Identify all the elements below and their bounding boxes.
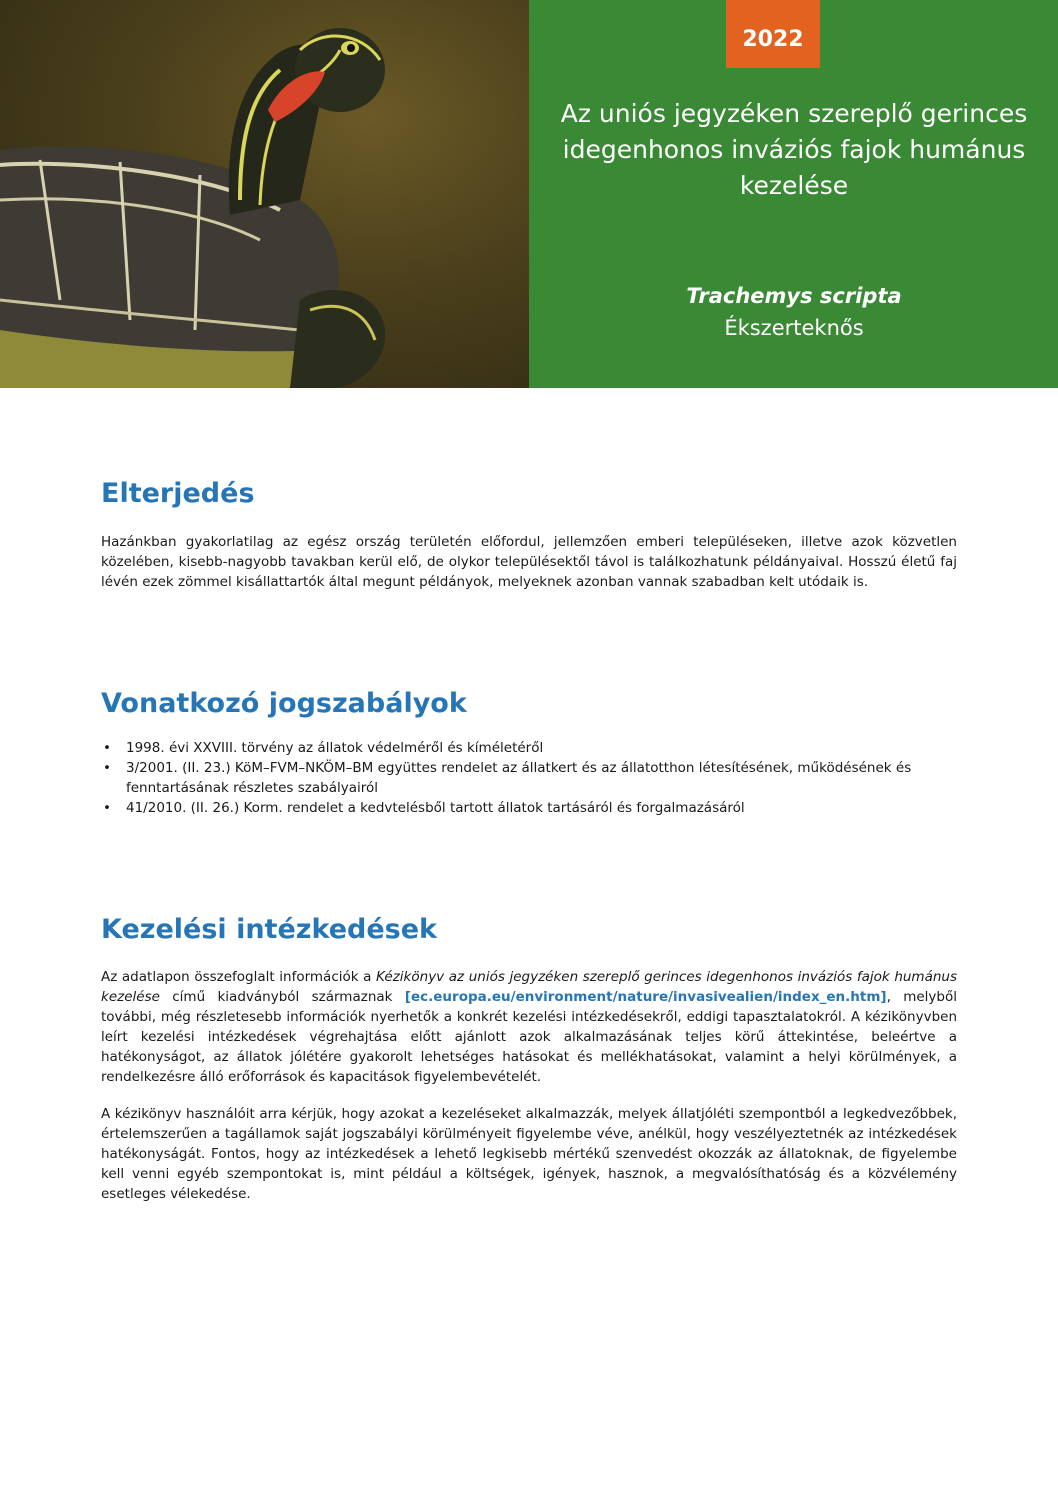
measures-text: című kiadványból származnak (159, 989, 405, 1005)
scientific-name: Trachemys scripta (686, 284, 902, 308)
header-banner (0, 0, 1058, 388)
measures-paragraph-1 (101, 967, 957, 1087)
year-badge: 2022 (726, 0, 820, 68)
handbook-link[interactable]: [ec.europa.eu/environment/nature/invasivealien/index_en.htm] (404, 989, 887, 1005)
law-item: • 1998. évi XXVIII. törvény az állatok védelméről és kíméletéről (101, 738, 957, 758)
heading-distribution: Elterjedés (101, 478, 255, 509)
page-title: Az uniós jegyzéken szereplő gerinces idegenhonos inváziós fajok humánus kezelése (560, 99, 1028, 200)
turtle-illustration-icon (0, 0, 529, 388)
handbook-title: Kézikönyv az uniós jegyzéken szereplő gerinces idegenhonos inváziós fajok humánus kezelése (101, 969, 957, 1005)
law-item: • 3/2001. (II. 23.) KöM–FVM–NKÖM–BM együttes rendelet az állatkert és az állatotthon létesítésének, működésének és fenntartásának részletes szabályairól (101, 758, 957, 798)
heading-measures: Kezelési intézkedések (101, 914, 438, 945)
turtle-photo (0, 0, 529, 388)
laws-list (101, 738, 957, 818)
measures-text: , melyből további, még részletesebb információk nyerhetők a konkrét kezelési intézkedésekről, eddigi tapasztalatokról. A kézikönyvben leírt kezelési intézkedések végrehajtása előtt ajánlott azok alkalmazásának teljes körű áttekintése, beleértve a hatékonyságot, az állatok jólétére gyakorolt lehetséges hatásokat és mellékhatásokat, valamint a helyi körülmények, a rendelkezésre álló erőforrások és kapacitások figyelembevételét. (101, 989, 957, 1085)
common-name: Ékszerteknős (724, 316, 864, 340)
heading-laws: Vonatkozó jogszabályok (101, 688, 467, 719)
measures-paragraph-2: A kézikönyv használóit arra kérjük, hogy azokat a kezeléseket alkalmazzák, melyek állatjóléti szempontból a legkedvezőbbek, értelemszerűen a tagállamok saját jogszabályi körülményeit figyelembe véve, anélkül, hogy veszélyeztetnék az intézkedések hatékonyságát. Fontos, hogy az intézkedések a lehető legkisebb mértékű szenvedést okozzák az állatoknak, de figyelembe kell venni egyéb szempontokat is, mint például a költségek, igények, hasznok, a megvalósíthatóság és a közvélemény esetleges vélekedése. (101, 1106, 957, 1202)
measures-text: Az adatlapon összefoglalt információk a (101, 969, 377, 985)
distribution-text: Hazánkban gyakorlatilag az egész ország területén előfordul, jellemzően emberi településeken, illetve azok közvetlen közelében, kisebb-nagyobb tavakban kerül elő, de olykor településektől távol is találkozhatunk példányaival. Hosszú életű faj lévén ezek zömmel kisállattartók által megunt példányok, melyeknek azonban vannak szabadban kelt utódaik is. (101, 534, 957, 590)
law-item: • 41/2010. (II. 26.) Korm. rendelet a kedvtelésből tartott állatok tartásáról és forgalmazásáról (101, 798, 957, 818)
